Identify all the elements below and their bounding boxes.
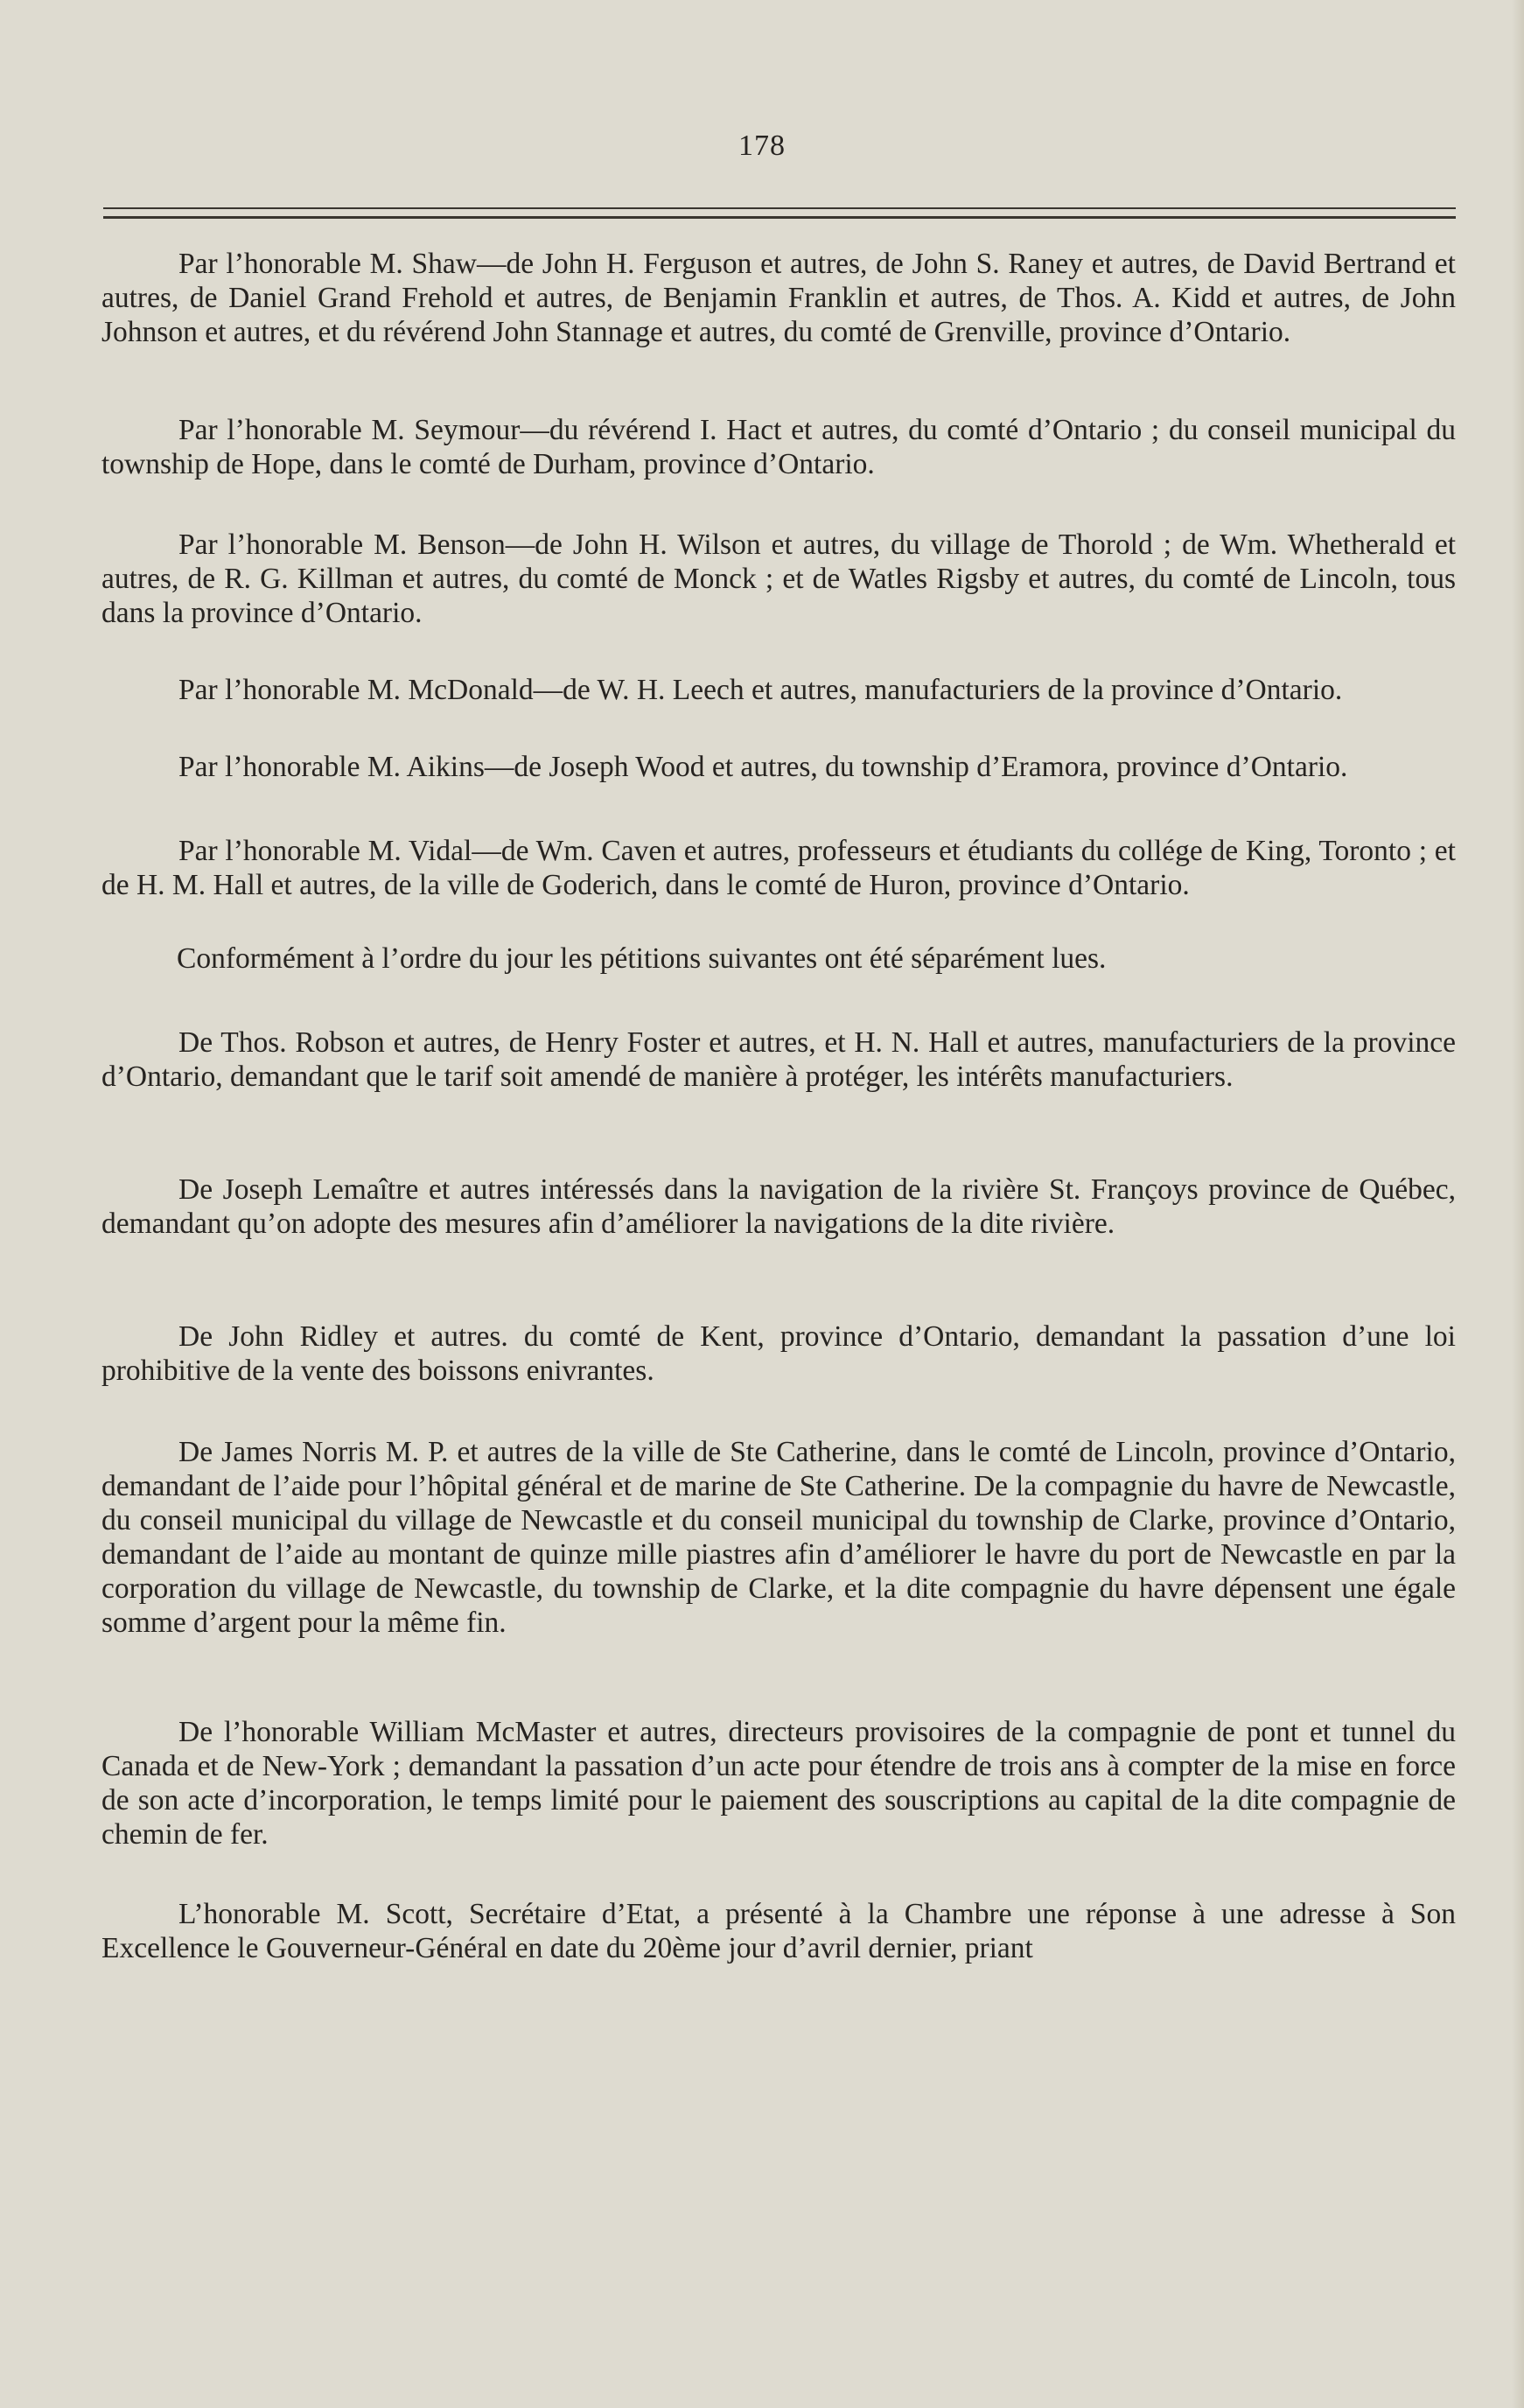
paragraph: Par l’honorable M. Benson—de John H. Wilson et autres, du village de Thorold ; de Wm. Whetherald et autres, de R. G. Killman et autres, du comté de Monck ; et de Watles Rigsby et autres, du comté de Lincoln, tous dans la province d’Ontario.: [101, 528, 1456, 629]
paragraph: De l’honorable William McMaster et autres, directeurs provisoires de la compagnie de pont et tunnel du Canada et de New-York ; demandant la passation d’un acte pour étendre de trois ans à compter de la mise en force de son acte d’incorporation, le temps limité pour le paiement des souscriptions au capital de la dite compagnie de chemin de fer.: [101, 1716, 1456, 1851]
paragraph: De John Ridley et autres. du comté de Kent, province d’Ontario, demandant la passation d’une loi prohibitive de la vente des boissons enivrantes.: [101, 1320, 1456, 1387]
paragraph: Par l’honorable M. Aikins—de Joseph Wood et autres, du township d’Eramora, province d’Ontario.: [178, 751, 1348, 783]
page-number: 178: [738, 130, 786, 162]
body-text: [101, 247, 1456, 1965]
header-rule-thin: [103, 207, 1456, 209]
paragraph: L’honorable M. Scott, Secrétaire d’Etat, a présenté à la Chambre une réponse à une adresse à Son Excellence le Gouverneur-Général en date du 20ème jour d’avril dernier, priant: [101, 1898, 1456, 1964]
paragraph: Par l’honorable M. Seymour—du révérend I. Hact et autres, du comté d’Ontario ; du conseil municipal du township de Hope, dans le comté de Durham, province d’Ontario.: [101, 414, 1456, 480]
paragraph: Par l’honorable M. Vidal—de Wm. Caven et autres, professeurs et étudiants du collége de King, Toronto ; et de H. M. Hall et autres, de la ville de Goderich, dans le comté de Huron, province d’Ontario.: [101, 835, 1456, 901]
paragraph: De James Norris M. P. et autres de la ville de Ste Catherine, dans le comté de Lincoln, province d’Ontario, demandant de l’aide pour l’hôpital général et de marine de Ste Catherine. De la compagnie du havre de Newcastle, du conseil municipal du village de Newcastle et du conseil municipal du township de Clarke, province d’Ontario, demandant de l’aide au montant de quinze mille piastres afin d’améliorer le havre du port de Newcastle en par la corporation du village de Newcastle, du township de Clarke, et la dite compagnie du havre dépensent une égale somme d’argent pour la même fin.: [101, 1436, 1456, 1639]
paragraph: De Joseph Lemaître et autres intéressés dans la navigation de la rivière St. Françoys province de Québec, demandant qu’on adopte des mesures afin d’améliorer la navigations de la dite rivière.: [101, 1173, 1456, 1240]
paragraph: Conformément à l’ordre du jour les pétitions suivantes ont été séparément lues.: [177, 942, 1107, 975]
paragraph: Par l’honorable M. McDonald—de W. H. Leech et autres, manufacturiers de la province d’Ontario.: [178, 674, 1343, 706]
page-edge-shadow: [1512, 0, 1524, 2408]
header-rule-thick: [103, 216, 1456, 219]
paragraph: De Thos. Robson et autres, de Henry Foster et autres, et H. N. Hall et autres, manufacturiers de la province d’Ontario, demandant que le tarif soit amendé de manière à protéger, les intérêts manufacturiers.: [101, 1026, 1456, 1093]
paragraph: Par l’honorable M. Shaw—de John H. Ferguson et autres, de John S. Raney et autres, de David Bertrand et autres, de Daniel Grand Frehold et autres, de Benjamin Franklin et autres, de Thos. A. Kidd et autres, de John Johnson et autres, et du révérend John Stannage et autres, du comté de Grenville, province d’Ontario.: [101, 248, 1456, 348]
